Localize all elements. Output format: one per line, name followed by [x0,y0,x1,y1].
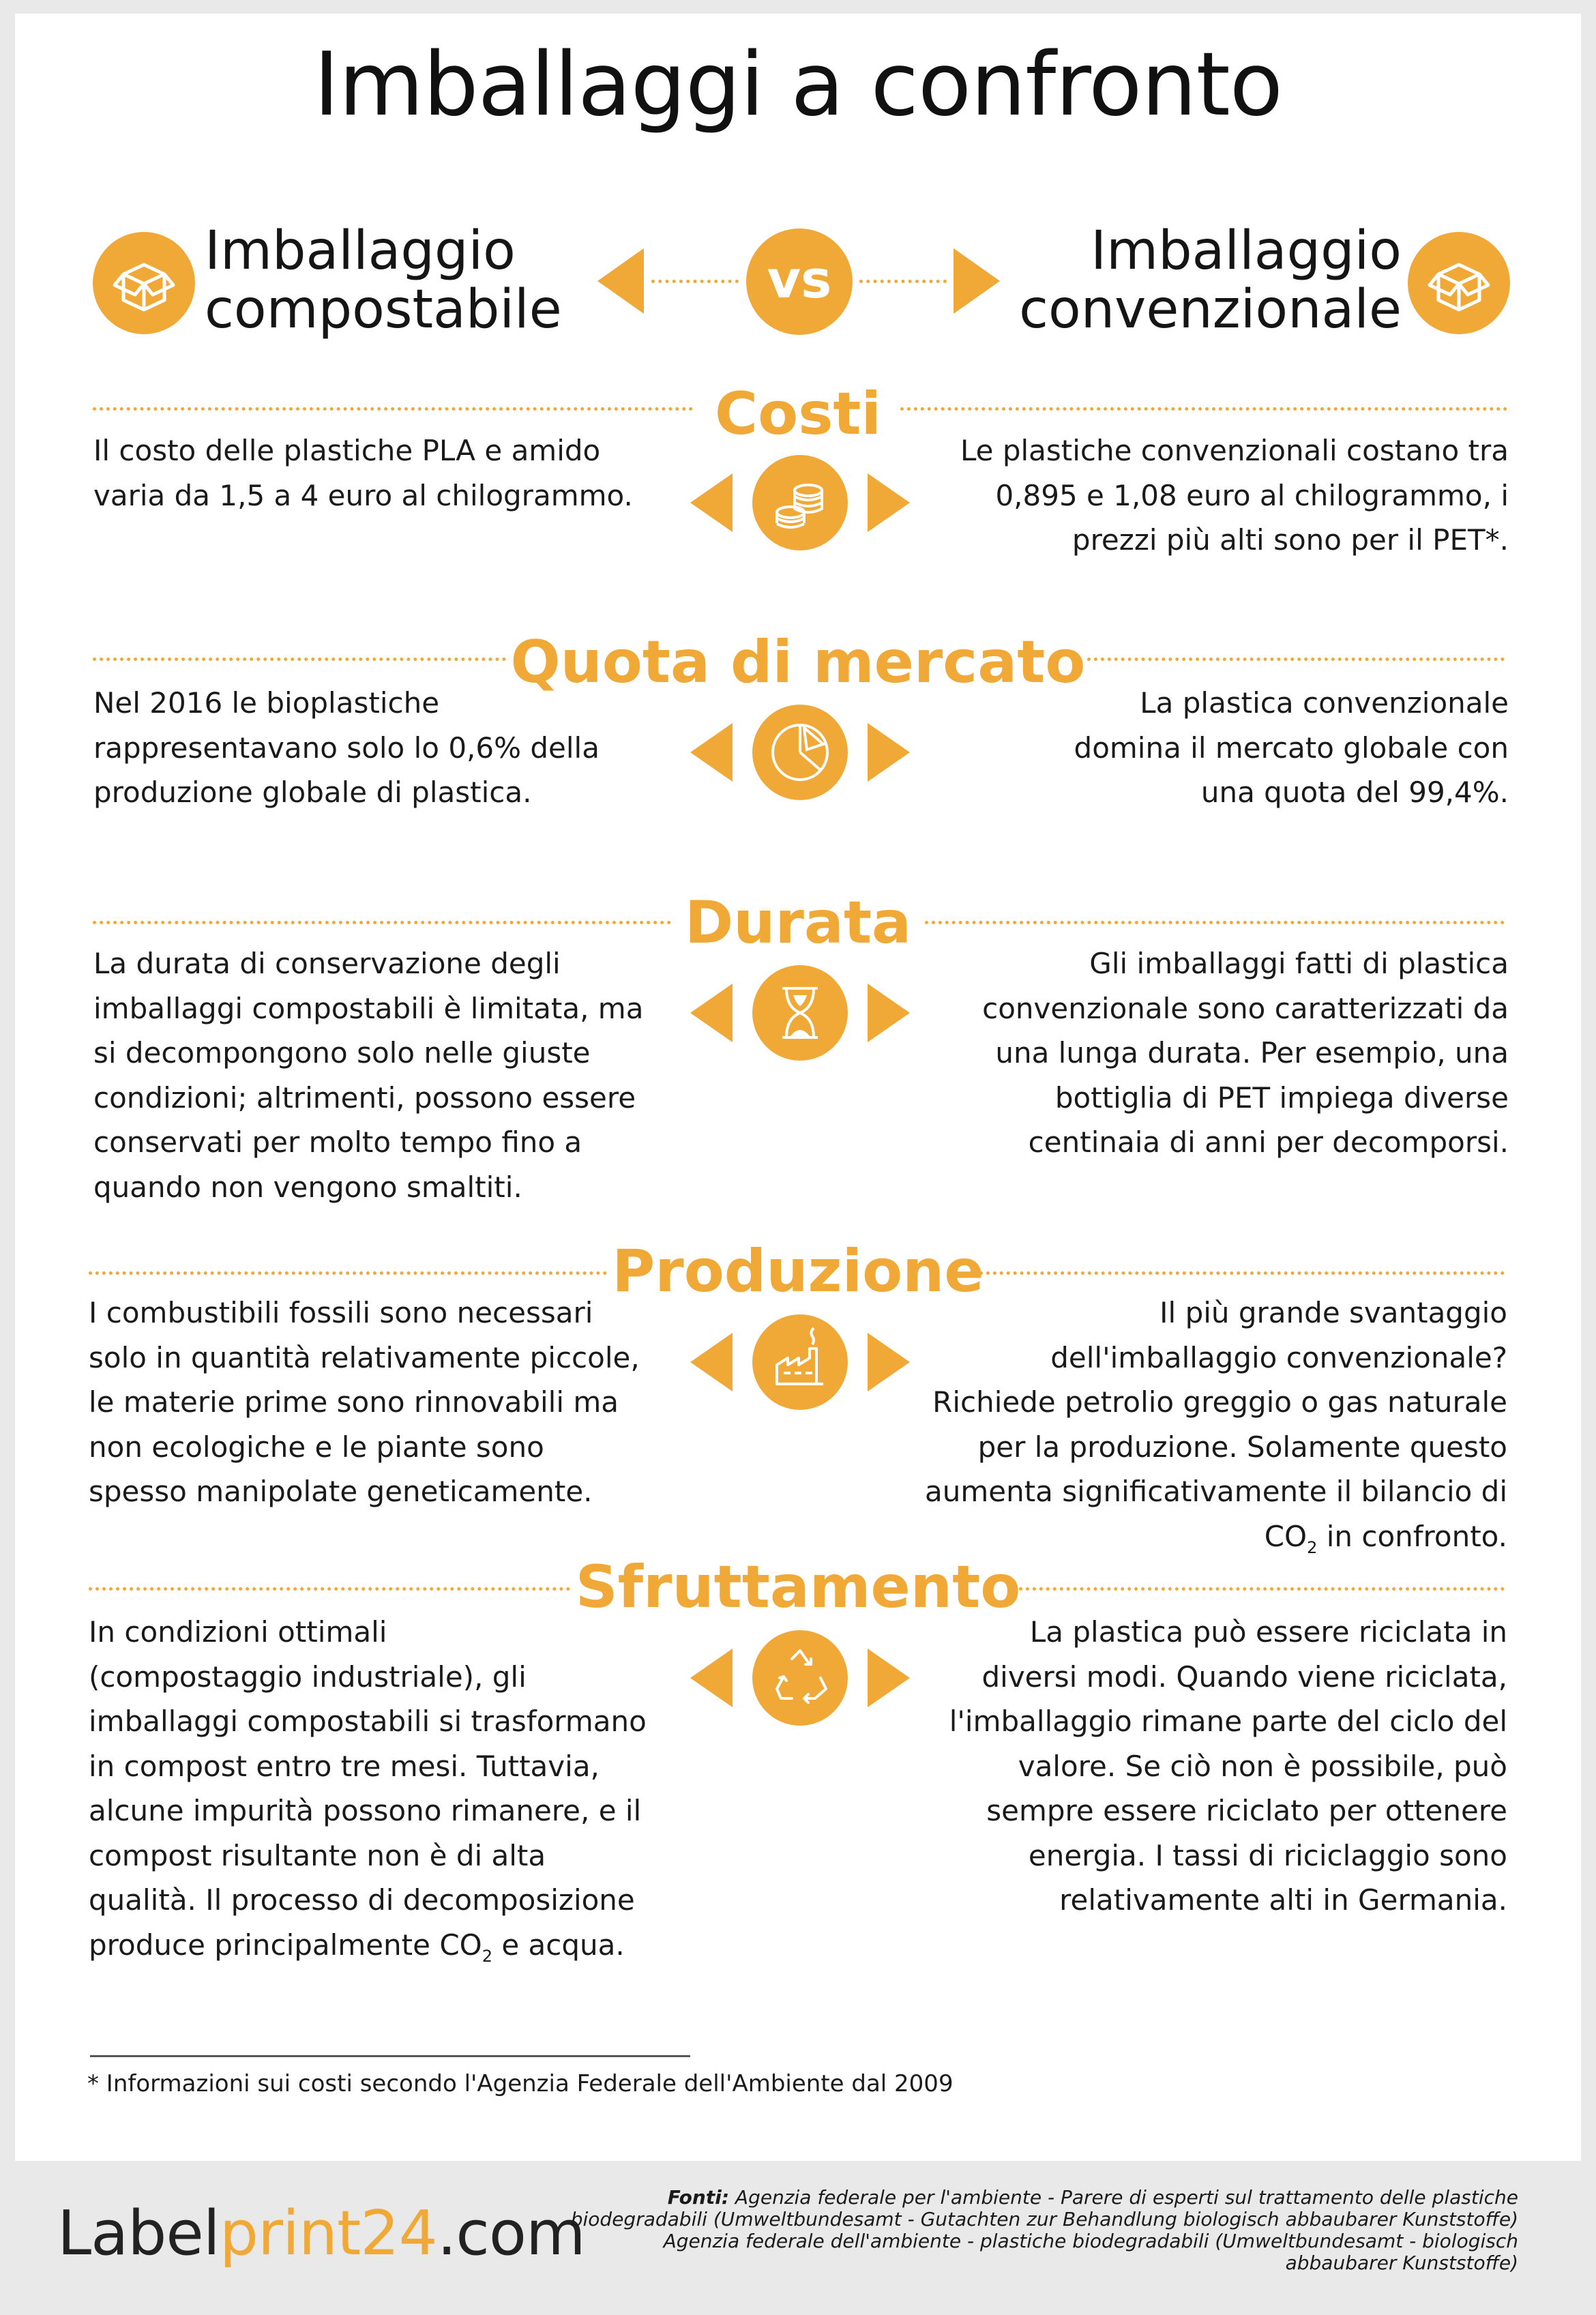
produzione-compostable-text: I combustibili fossili sono necessari solo in quantità relativamente piccole, le materie prime sono rinnovabili ma non ecologiche e le piante sono spesso manipolate geneticamente. [89,1296,640,1508]
factory-icon [752,1314,848,1410]
section-divider [979,1271,1505,1275]
hourglass-icon [752,965,848,1061]
arrow-left-icon [688,472,735,533]
section-divider [1019,1587,1505,1591]
sfruttamento-conventional-text: La plastica può essere riciclata in diversi modi. Quando viene riciclata, l'imballaggio rimane parte del ciclo del valore. Se ciò non è possibile, può sempre essere riciclato per ottenere energia. I tassi di riciclaggio sono relativamente alti in Germania. [949,1615,1507,1917]
arrow-right-icon [865,472,913,533]
produzione-conventional-text: Il più grande svantaggio dell'imballaggio convenzionale? Richiede petrolio greggio o gas naturale per la produzione. Solamente questo aumenta significativamente il bilancio di $CO_2$ in confronto. [924,1296,1507,1557]
arrow-left-icon [593,246,648,316]
section-title-durata: Durata [684,889,912,957]
costi-conventional-text: Le plastiche convenzionali costano tra 0,895 e 1,08 euro al chilogrammo, i prezzi più alti sono per il PET*. [960,434,1509,557]
quota-compostable-text: Nel 2016 le bioplastiche rappresentavano solo lo 0,6% della produzione globale di plastica. [93,686,600,809]
section-title-costi: Costi [715,380,881,448]
compostable-heading: Imballaggio compostabile [205,220,562,340]
box-icon [93,232,195,334]
section-divider [1087,658,1505,661]
recycle-icon [752,1630,848,1726]
arrow-right-icon [865,722,913,783]
arrow-right-icon [865,1647,913,1709]
section-divider [900,407,1507,411]
durata-conventional-text: Gli imballaggi fatti di plastica convenzionale sono caratterizzati da una lunga durata. Per esempio, una bottiglia di PET impiega diverse centinaia di anni per decomporsi. [982,947,1509,1159]
dotted-connector [859,280,947,283]
section-divider [925,921,1505,924]
section-title-produzione: Produzione [612,1237,984,1306]
arrow-left-icon [688,1647,735,1709]
arrow-left-icon [688,982,735,1044]
vs-badge: vs [746,228,853,335]
section-title-sfruttamento: Sfruttamento [575,1553,1021,1621]
durata-compostable-text: La durata di conservazione degli imballaggi compostabili è limitata, ma si decompongono solo nelle giuste condizioni; altrimenti, possono essere conservati per molto tempo fino a quando non vengono smaltiti. [93,947,644,1204]
arrow-right-icon [949,246,1004,316]
sfruttamento-compostable-text: In condizioni ottimali (compostaggio industriale), gli imballaggi compostabili si trasformano in compost entro tre mesi. Tuttavia, alcune impurità possono rimanere, e il compost risultante non è di alta qualità. Il processo di decomposizione produce principalmente $CO_2$ e acqua. [89,1615,647,1966]
page-title: Imballaggi a confronto [313,34,1283,136]
coins-icon [752,455,848,550]
conventional-heading: Imballaggio convenzionale [1019,220,1402,340]
footnote-rule [90,2055,690,2057]
section-title-quota: Quota di mercato [510,628,1086,696]
arrow-right-icon [865,1331,913,1393]
quota-conventional-text: La plastica convenzionale domina il mercato globale con una quota del 99,4%. [1074,686,1509,809]
arrow-left-icon [688,722,735,783]
costi-compostable-text: Il costo delle plastiche PLA e amido varia da 1,5 a 4 euro al chilogrammo. [93,434,633,512]
logo: Labelprint24.com [57,2198,585,2269]
box-icon [1408,232,1510,334]
dotted-connector [651,280,739,283]
arrow-left-icon [688,1331,735,1393]
footnote: * Informazioni sui costi secondo l'Agenzia Federale dell'Ambiente dal 2009 [87,2070,954,2097]
sources: Fonti: Agenzia federale per l'ambiente - Parere di esperti sul trattamento delle plastiche biodegradabili (Umweltbundesamt - Gutachten zur Behandlung biologisch abbaubarer Kunststoffe) Agenzia federale dell'ambiente - plastiche biodegradabili (Umweltbundesamt - biologisch abbaubarer Kunststoffe) [570,2186,1518,2274]
pie-chart-icon [752,705,848,800]
arrow-right-icon [865,982,913,1044]
